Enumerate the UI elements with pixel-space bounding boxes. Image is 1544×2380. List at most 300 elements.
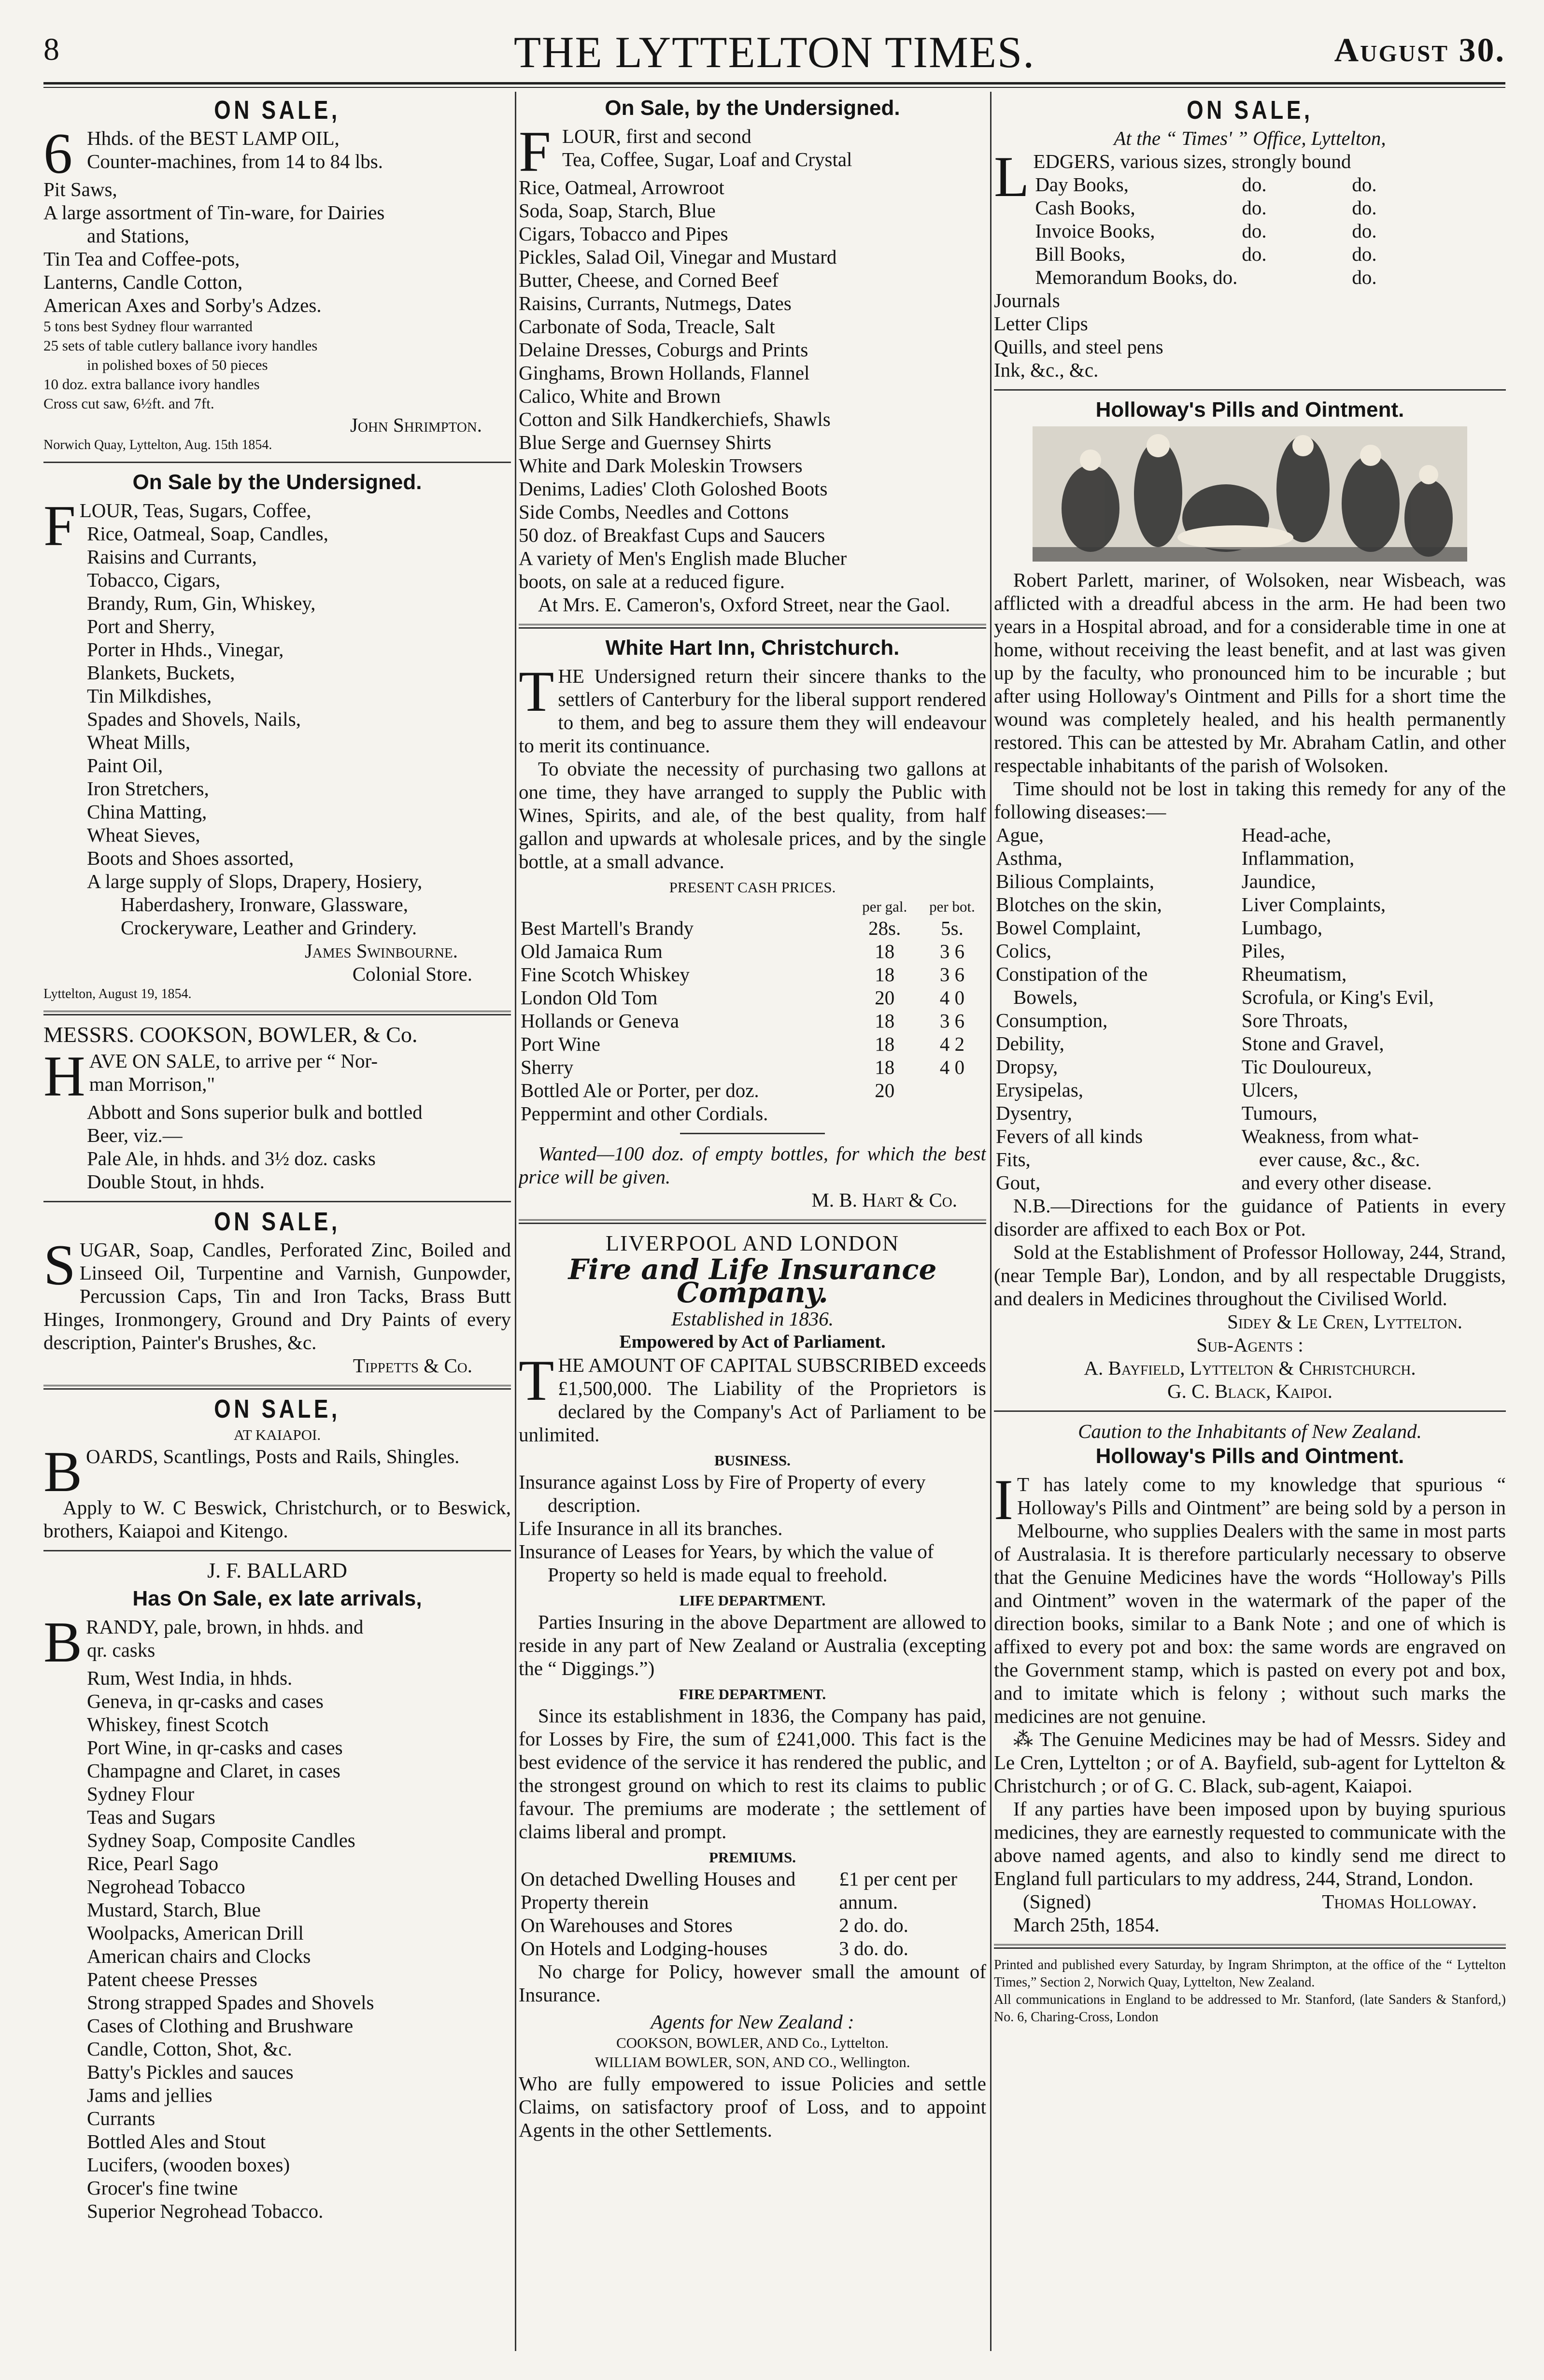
table-row [994, 1125, 1506, 1148]
table-cell: do. [1352, 197, 1377, 219]
text-line: H [43, 1044, 85, 1108]
text-line: LOUR, first and second [562, 125, 751, 147]
table-cell: do. [1242, 243, 1267, 265]
table-row [1033, 266, 1378, 289]
table-cell: do. [1242, 197, 1267, 219]
text-line: Haberdashery, Ironware, Glassware, [121, 893, 408, 915]
text-line: B [43, 1610, 83, 1674]
text-line: PRESENT CASH PRICES. [669, 879, 836, 896]
table-row [1033, 242, 1378, 266]
advert-insurance [519, 1232, 986, 2141]
masthead [43, 27, 1505, 80]
text-line: F [519, 119, 551, 183]
text-line: Wheat Mills, [87, 731, 191, 753]
text-line: At Mrs. E. Cameron's, Oxford Street, near the Gaol. [538, 593, 950, 616]
table-cell: 3 6 [939, 1010, 965, 1032]
text-line: AT KAIAPOI. [233, 1426, 321, 1443]
advert-heading: ON SALE, [1187, 96, 1313, 125]
table-row [519, 1937, 986, 1960]
advert-heading: MESSRS. COOKSON, BOWLER, & Co. [43, 1022, 418, 1047]
text-line: To obviate the necessity of purchasing two gallons at one time, they have arranged to supply the Public with Wines, Spirits, and ale, of the best quality, from half gallon and upwards at wholesale prices, and by the single bottle, at a small advance. [519, 758, 986, 873]
text-line: (Signed) [1023, 1890, 1091, 1913]
text-line: BUSINESS. [714, 1452, 791, 1469]
text-line: AVE ON SALE, to arrive per “ Nor- [89, 1050, 378, 1072]
text-line: T [519, 1348, 554, 1412]
table-cell: 4 0 [939, 986, 965, 1009]
text-line: G. C. Black, Kaipoi. [1167, 1380, 1332, 1402]
divider [43, 462, 511, 463]
table-cell: Constipation of the [996, 963, 1148, 985]
table-cell: Blotches on the skin, [996, 893, 1162, 915]
text-line: Sydney Flour [87, 1783, 195, 1805]
divider [994, 1944, 1506, 1949]
text-line: Cigars, Tobacco and Pipes [519, 223, 728, 245]
diseases-table [994, 823, 1506, 1194]
text-line: Tin Milkdishes, [87, 685, 212, 707]
table-cell: per bot. [929, 898, 975, 915]
text-line: T has lately come to my knowledge that spurious “ Holloway's Pills and Ointment” are being sold by a person in Melbourne, who supplies Dealers with the same in most parts of Australasia. It is therefore particularly necessary to observe that the Genuine Medicines have the words “Holloway's Pills and Ointment” woven in the watermark of the paper of the direction books, similar to a Bank Note ; and one of which is affixed to every pot and box: the same words are engraved on the Government stamp, which is pasted on every pot and box, and to imitate which is felony ; without such marks the medicines are not genuine. [994, 1473, 1506, 1727]
table-cell [519, 897, 851, 916]
text-line: WILLIAM BOWLER, SON, AND CO., Wellington. [595, 2054, 910, 2070]
text-line: S [43, 1233, 76, 1297]
column-3 [994, 92, 1506, 2351]
text-line: A large supply of Slops, Drapery, Hosiery, [87, 870, 423, 892]
text-line: I [994, 1467, 1013, 1532]
text-line: Raisins, Currants, Nutmegs, Dates [519, 292, 792, 314]
table-row [519, 1056, 986, 1079]
divider [43, 1550, 511, 1551]
table-cell: 2 do. do. [839, 1914, 908, 1936]
text-line: Woolpacks, American Drill [87, 1922, 304, 1944]
text-line: Insurance against Loss by Fire of Property of every description. [519, 1471, 926, 1516]
text-line: Tea, Coffee, Sugar, Loaf and Crystal [562, 148, 852, 170]
table-cell: On detached Dwelling Houses and Property therein [521, 1868, 796, 1913]
text-line: A variety of Men's English made Blucher [519, 547, 847, 569]
text-line: in polished boxes of 50 pieces [87, 356, 268, 373]
text-line: Apply to W. C Beswick, Christchurch, or to Beswick, brothers, Kaiapoi and Kitengo. [43, 1496, 511, 1542]
table-cell: do. [1352, 266, 1377, 288]
table-cell: Port Wine [521, 1033, 601, 1055]
table-row [994, 1101, 1506, 1125]
table-cell: Day Books, [1035, 173, 1129, 196]
text-line: Jams and jellies [87, 2084, 212, 2106]
signature: James Swinbourne. [304, 940, 458, 962]
text-line: Crockeryware, Leather and Grindery. [121, 916, 417, 939]
table-cell: do. [1242, 220, 1267, 242]
text-line: Printed and published every Saturday, by Ingram Shrimpton, at the office of the “ Lyttelton Times,” Section 2, Norwich Quay, Lyttelton, New Zealand. [994, 1958, 1506, 1990]
table-row [519, 1867, 986, 1914]
text-line: Raisins and Currants, [87, 546, 257, 568]
text-line: Denims, Ladies' Cloth Goloshed Boots [519, 478, 828, 500]
advert-heading: ON SALE, [214, 96, 340, 125]
text-line: Ginghams, Brown Hollands, Flannel [519, 362, 810, 384]
text-line: Counter-machines, from 14 to 84 lbs. [87, 150, 383, 172]
text-line: Ink, &c., &c. [994, 359, 1099, 381]
text-line: COOKSON, BOWLER, AND Co., Lyttelton. [616, 2034, 889, 2051]
advert-holloway-caution [994, 1420, 1506, 1936]
text-line: Robert Parlett, mariner, of Wolsoken, near Wisbeach, was afflicted with a dreadful abcess in the arm. He had been two years in a Hospital abroad, and for a considerable time in one at home, without receiving the least benefit, and at last was given up by the faculty, who pronounced him to be incurable ; but after using Holloway's Ointment and Pills for a short time the wound was completely healed, and his health permanently restored. This can be attested by Mr. Abraham Catlin, and other respectable inhabitants of the parish of Wolsoken. [994, 569, 1506, 776]
table-cell: Sore Throats, [1241, 1009, 1348, 1031]
advert-tippetts [43, 1207, 511, 1377]
table-cell: 4 0 [939, 1056, 965, 1078]
table-cell: Head-ache, [1241, 824, 1332, 846]
text-line: Grocer's fine twine [87, 2177, 238, 2199]
text-line: Quills, and steel pens [994, 336, 1163, 358]
table-cell: Dysentry, [996, 1102, 1072, 1124]
issue-date: August 30. [1334, 32, 1505, 69]
text-line: Delaine Dresses, Coburgs and Prints [519, 338, 808, 361]
imprint [994, 1957, 1506, 2026]
divider [994, 389, 1506, 391]
text-line: Sydney Soap, Composite Candles [87, 1829, 355, 1851]
column-1 [43, 92, 511, 2351]
text-line: Butter, Cheese, and Corned Beef [519, 269, 779, 291]
table-cell: Ague, [996, 824, 1044, 846]
table-cell: Rheumatism, [1241, 963, 1347, 985]
table-row [994, 893, 1506, 916]
text-line: RANDY, pale, brown, in hhds. and [86, 1616, 364, 1638]
text-line: March 25th, 1854. [1013, 1914, 1160, 1936]
text-line: Tobacco, Cigars, [87, 569, 221, 591]
table-cell: Dropsy, [996, 1056, 1058, 1078]
text-line: and Stations, [87, 225, 189, 247]
table-row [994, 1078, 1506, 1101]
text-line: No charge for Policy, however small the amount of Insurance. [519, 1960, 986, 2006]
table-row [994, 1171, 1506, 1194]
table-cell: 18 [875, 963, 895, 986]
text-line: Brandy, Rum, Gin, Whiskey, [87, 592, 316, 614]
table-cell: and every other disease. [1241, 1171, 1432, 1194]
text-line: Sold at the Establishment of Professor Holloway, 244, Strand, (near Temple Bar), London, and by all respectable Druggists, and dealers in Medicines throughout the Civilised World. [994, 1241, 1506, 1310]
table-cell: Best Martell's Brandy [521, 917, 694, 939]
text-line: Sub-Agents : [1196, 1334, 1303, 1356]
table-cell: Bowels, [1013, 986, 1078, 1008]
text-line: Iron Stretchers, [87, 777, 209, 800]
text-line: Agents for New Zealand : [651, 2011, 854, 2033]
text-line: A large assortment of Tin-ware, for Dairies [43, 201, 385, 224]
text-line: Calico, White and Brown [519, 385, 721, 407]
text-line: Currants [87, 2107, 156, 2129]
text-line: Pit Saws, [43, 178, 117, 200]
table-cell: 18 [875, 1056, 895, 1078]
company-name: Fire and Life Insurance Company. [568, 1253, 937, 1309]
text-line: T [519, 659, 554, 723]
text-line: Parties Insuring in the above Department are allowed to reside in any part of New Zealand or Australia (excepting the “ Diggings.”) [519, 1611, 986, 1679]
divider [43, 1385, 511, 1390]
table-cell: Tumours, [1241, 1102, 1317, 1124]
table-cell: 5s. [941, 917, 963, 939]
table-cell: 28s. [868, 917, 901, 939]
text-line: Tin Tea and Coffee-pots, [43, 248, 240, 270]
price-table [519, 897, 986, 1125]
table-cell: do. [1352, 220, 1377, 242]
signature: M. B. Hart & Co. [811, 1189, 957, 1211]
advert-cameron [519, 97, 986, 616]
dateline: Norwich Quay, Lyttelton, Aug. 15th 1854. [43, 437, 272, 452]
text-line: Pickles, Salad Oil, Vinegar and Mustard [519, 246, 837, 268]
text-line: UGAR, Soap, Candles, Perforated Zinc, Boiled and Linseed Oil, Turpentine and Varnish, Gunpowder, Percussion Caps, Tin and Iron Tacks, Brass Butt Hinges, Ironmongery, Ground and Dry Paints of every description, Painter's Brushes, &c. [43, 1239, 511, 1353]
table-cell: Piles, [1241, 940, 1285, 962]
table-row [519, 1914, 986, 1937]
table-cell: Inflammation, [1241, 847, 1355, 869]
text-line: A. Bayfield, Lyttelton & Christchurch. [1084, 1357, 1416, 1379]
table-row [519, 1009, 986, 1032]
dateline: Lyttelton, August 19, 1854. [43, 986, 192, 1001]
advert-kaiapoi [43, 1394, 511, 1542]
advert-ballard [43, 1559, 511, 2223]
text-line: PREMIUMS. [709, 1849, 796, 1866]
header-rule [43, 82, 1505, 84]
table-cell: On Hotels and Lodging-houses [521, 1937, 768, 1959]
text-line: 50 doz. of Breakfast Cups and Saucers [519, 524, 825, 546]
table-cell: Fevers of all kinds [996, 1125, 1143, 1147]
text-line: Pale Ale, in hhds. and 3½ doz. casks [87, 1147, 376, 1169]
table-cell: Sherry [521, 1056, 574, 1078]
table-cell: Ulcers, [1241, 1079, 1299, 1101]
page-number: 8 [43, 32, 59, 67]
header-rule-thin [43, 87, 1505, 88]
text-line: Side Combs, Needles and Cottons [519, 501, 789, 523]
text-line: China Matting, [87, 801, 207, 823]
table-cell: Jaundice, [1241, 870, 1316, 892]
table-cell: ever cause, &c., &c. [1259, 1148, 1420, 1170]
table-row [994, 823, 1506, 846]
divider [43, 1011, 511, 1015]
text-line: Blue Serge and Guernsey Shirts [519, 431, 772, 453]
text-line: Lucifers, (wooden boxes) [87, 2154, 290, 2176]
drop-cap: 6 [43, 121, 72, 185]
engraving-illustration [1033, 426, 1467, 562]
text-line: Insurance of Leases for Years, by which the value of Property so held is made equal to freehold. [519, 1540, 934, 1586]
table-cell: Cash Books, [1035, 197, 1135, 219]
text-line: Candle, Cotton, Shot, &c. [87, 2038, 292, 2060]
text-line: Caution to the Inhabitants of New Zealand. [1078, 1420, 1422, 1442]
table-cell: Fine Scotch Whiskey [521, 963, 690, 986]
text-line: Carbonate of Soda, Treacle, Salt [519, 315, 775, 338]
table-cell: do. [1352, 243, 1377, 265]
table-cell: Liver Complaints, [1241, 893, 1386, 915]
advert-heading: Holloway's Pills and Ointment. [1095, 398, 1404, 422]
text-line: Empowered by Act of Parliament. [619, 1332, 886, 1352]
text-line: Champagne and Claret, in cases [87, 1760, 340, 1782]
text-line: Whiskey, finest Scotch [87, 1713, 269, 1735]
divider [43, 1201, 511, 1202]
advert-holloway [994, 398, 1506, 1403]
advert-heading: On Sale, by the Undersigned. [605, 96, 900, 120]
text-line: Superior Negrohead Tobacco. [87, 2200, 324, 2222]
text-line: Cross cut saw, 6½ft. and 7ft. [43, 395, 214, 412]
divider [994, 1410, 1506, 1412]
table-cell: Erysipelas, [996, 1079, 1084, 1101]
table-cell: 18 [875, 1010, 895, 1032]
text-line: White and Dark Moleskin Trowsers [519, 454, 803, 477]
text-line: Cotton and Silk Handkerchiefs, Shawls [519, 408, 831, 430]
table-row [519, 1032, 986, 1056]
text-line: Rice, Oatmeal, Arrowroot [519, 176, 724, 198]
table-cell: Debility, [996, 1032, 1064, 1055]
text-line: Rice, Pearl Sago [87, 1852, 219, 1874]
advert-heading: Holloway's Pills and Ointment. [1095, 1444, 1404, 1468]
table-cell: Old Jamaica Rum [521, 940, 663, 962]
text-line: Blankets, Buckets, [87, 662, 235, 684]
signature: Thomas Holloway. [1322, 1890, 1477, 1913]
text-line: Spades and Shovels, Nails, [87, 708, 301, 730]
table-cell: do. [1242, 173, 1267, 196]
advert-white-hart [519, 636, 986, 1211]
column-2 [519, 92, 986, 2351]
table-row [994, 986, 1506, 1009]
table-row [1033, 219, 1378, 242]
table-cell: Memorandum Books, do. [1035, 266, 1238, 288]
table-cell: Invoice Books, [1035, 220, 1155, 242]
table-cell: 20 [875, 1079, 895, 1101]
table-cell: 18 [875, 940, 895, 962]
table-cell: Tic Douloureux, [1241, 1056, 1372, 1078]
table-row [994, 1032, 1506, 1055]
table-cell: 20 [875, 986, 895, 1009]
text-line: Mustard, Starch, Blue [87, 1899, 261, 1921]
table-cell: Bowel Complaint, [996, 916, 1141, 939]
text-line: Geneva, in qr-casks and cases [87, 1690, 324, 1712]
table-cell: 3 6 [939, 963, 965, 986]
text-line: 10 doz. extra ballance ivory handles [43, 376, 260, 393]
table-cell: On Warehouses and Stores [521, 1914, 733, 1936]
text-line: Double Stout, in hhds. [87, 1170, 265, 1193]
table-cell: Consumption, [996, 1009, 1108, 1031]
text-line: Wanted—100 doz. of empty bottles, for which the best price will be given. [519, 1142, 986, 1188]
signature: Tippetts & Co. [353, 1354, 472, 1377]
stationery-table [1033, 173, 1378, 289]
table-row [519, 1102, 986, 1125]
text-line: Journals [994, 289, 1060, 311]
text-line: HE AMOUNT OF CAPITAL SUBSCRIBED exceeds £1,500,000. The Liability of the Proprietors is declared by the Company's Act of Parliament to be unlimited. [519, 1354, 986, 1446]
text-line: Rice, Oatmeal, Soap, Candles, [87, 522, 328, 545]
divider [519, 1219, 986, 1224]
table-row [519, 1079, 986, 1102]
text-line: Since its establishment in 1836, the Company has paid, for Losses by Fire, the sum of £241,000. This fact is the best evidence of the service it has rendered the public, and the strongest ground on which to rest its claims to public favour. The premiums are moderate ; the settlement of claims liberal and prompt. [519, 1704, 986, 1843]
text-line: Port and Sherry, [87, 615, 215, 637]
table-cell: £1 per cent per annum. [839, 1868, 958, 1913]
column-divider [515, 92, 516, 2351]
text-line: LOUR, Teas, Sugars, Coffee, [79, 499, 312, 521]
text-line: ⁂ The Genuine Medicines may be had of Messrs. Sidey and Le Cren, Lyttelton ; or of A. Bayfield, sub-agent for Lyttelton & Christchurch ; or of G. C. Black, sub-agent, Kaiapoi. [994, 1728, 1506, 1797]
text-line: F [43, 493, 76, 558]
table-cell: 18 [875, 1033, 895, 1055]
text-line: 5 tons best Sydney flour warranted [43, 318, 253, 335]
engraving-svg [1033, 426, 1467, 562]
text-line: LIFE DEPARTMENT. [679, 1592, 826, 1609]
table-row [519, 916, 986, 940]
text-line: Time should not be lost in taking this remedy for any of the following diseases:— [994, 777, 1506, 823]
text-line: Established in 1836. [671, 1308, 834, 1330]
table-cell: Lumbago, [1241, 916, 1323, 939]
table-cell: Peppermint and other Cordials. [521, 1102, 768, 1125]
advert-heading: White Hart Inn, Christchurch. [605, 636, 900, 660]
table-cell: Colics, [996, 940, 1052, 962]
table-cell: do. [1352, 173, 1377, 196]
table-row [1033, 196, 1378, 219]
text-line: man Morrison," [89, 1073, 215, 1095]
table-row [994, 846, 1506, 870]
table-cell: 4 2 [939, 1033, 965, 1055]
text-line: Soda, Soap, Starch, Blue [519, 199, 716, 222]
text-line: N.B.—Directions for the guidance of Patients in every disorder are affixed to each Box or Pot. [994, 1195, 1506, 1240]
text-line: Lanterns, Candle Cotton, [43, 271, 243, 293]
text-line: Colonial Store. [352, 963, 472, 985]
advert-heading: LIVERPOOL AND LONDON [605, 1231, 900, 1255]
table-cell: Fits, [996, 1148, 1031, 1170]
advert-heading: Has On Sale, ex late arrivals, [132, 1587, 422, 1610]
text-line: American chairs and Clocks [87, 1945, 311, 1967]
text-line: Patent cheese Presses [87, 1968, 257, 1990]
table-cell: Asthma, [996, 847, 1062, 869]
text-line: American Axes and Sorby's Adzes. [43, 294, 322, 316]
text-line: Paint Oil, [87, 754, 163, 776]
text-line: Strong strapped Spades and Shovels [87, 1991, 374, 2014]
table-row [994, 1055, 1506, 1078]
table-row [519, 940, 986, 963]
table-row [994, 1148, 1506, 1171]
text-line: Negrohead Tobacco [87, 1875, 245, 1898]
text-line: If any parties have been imposed upon by buying spurious medicines, they are earnestly requested to communicate with the above named agents, and also to kindly send me direct to England full particulars to my address, 244, Strand, London. [994, 1798, 1506, 1889]
text-line: Abbott and Sons superior bulk and bottled [87, 1101, 423, 1123]
table-row [519, 897, 986, 916]
text-line: Bottled Ales and Stout [87, 2130, 266, 2153]
table-cell: Hollands or Geneva [521, 1010, 679, 1032]
table-row [994, 870, 1506, 893]
table-cell: Weakness, from what- [1241, 1125, 1419, 1147]
text-line: L [994, 144, 1030, 209]
text-line: Porter in Hhds., Vinegar, [87, 638, 284, 661]
text-line: Hhds. of the BEST LAMP OIL, [87, 127, 340, 149]
text-line: OARDS, Scantlings, Posts and Rails, Shingles. [86, 1445, 460, 1467]
table-cell [918, 1079, 986, 1102]
text-line: Teas and Sugars [87, 1806, 215, 1828]
table-row [994, 1009, 1506, 1032]
text-line: At the “ Times' ” Office, Lyttelton, [1114, 127, 1386, 149]
table-row [994, 916, 1506, 939]
advert-swinbourne [43, 471, 511, 1003]
table-row [994, 939, 1506, 962]
text-line: FIRE DEPARTMENT. [679, 1686, 826, 1703]
table-cell: Bilious Complaints, [996, 870, 1155, 892]
text-line: Port Wine, in qr-casks and cases [87, 1736, 343, 1759]
signature: John Shrimpton. [350, 414, 482, 436]
text-line: Sidey & Le Cren, Lyttelton. [1227, 1310, 1462, 1333]
table-cell: Scrofula, or King's Evil, [1241, 986, 1434, 1008]
table-cell: Bill Books, [1035, 243, 1126, 265]
text-line: Life Insurance in all its branches. [519, 1517, 783, 1539]
text-line: Rum, West India, in hhds. [87, 1667, 293, 1689]
advert-times-office [994, 96, 1506, 381]
text-line: Beer, viz.— [87, 1124, 183, 1146]
text-line: B [43, 1439, 83, 1504]
table-row [519, 963, 986, 986]
text-line: Who are fully empowered to issue Policies and settle Claims, on satisfactory proof of Loss, and to appoint Agents in the other Settlements. [519, 2072, 986, 2141]
text-line: All communications in England to be addressed to Mr. Stanford, (late Sanders & Stanford,) No. 6, Charing-Cross, London [994, 1992, 1506, 2025]
table-cell: London Old Tom [521, 986, 658, 1009]
advert-heading: On Sale by the Undersigned. [132, 470, 422, 494]
table-cell: Stone and Gravel, [1241, 1032, 1384, 1055]
advert-heading: ON SALE, [214, 1394, 340, 1423]
table-row [519, 986, 986, 1009]
table-cell: Gout, [996, 1171, 1041, 1194]
advert-shrimpton [43, 96, 511, 454]
premiums-table [519, 1867, 986, 1960]
advert-heading: ON SALE, [214, 1207, 340, 1236]
text-line: boots, on sale at a reduced figure. [519, 570, 785, 592]
text-line: 25 sets of table cutlery ballance ivory handles [43, 337, 318, 354]
